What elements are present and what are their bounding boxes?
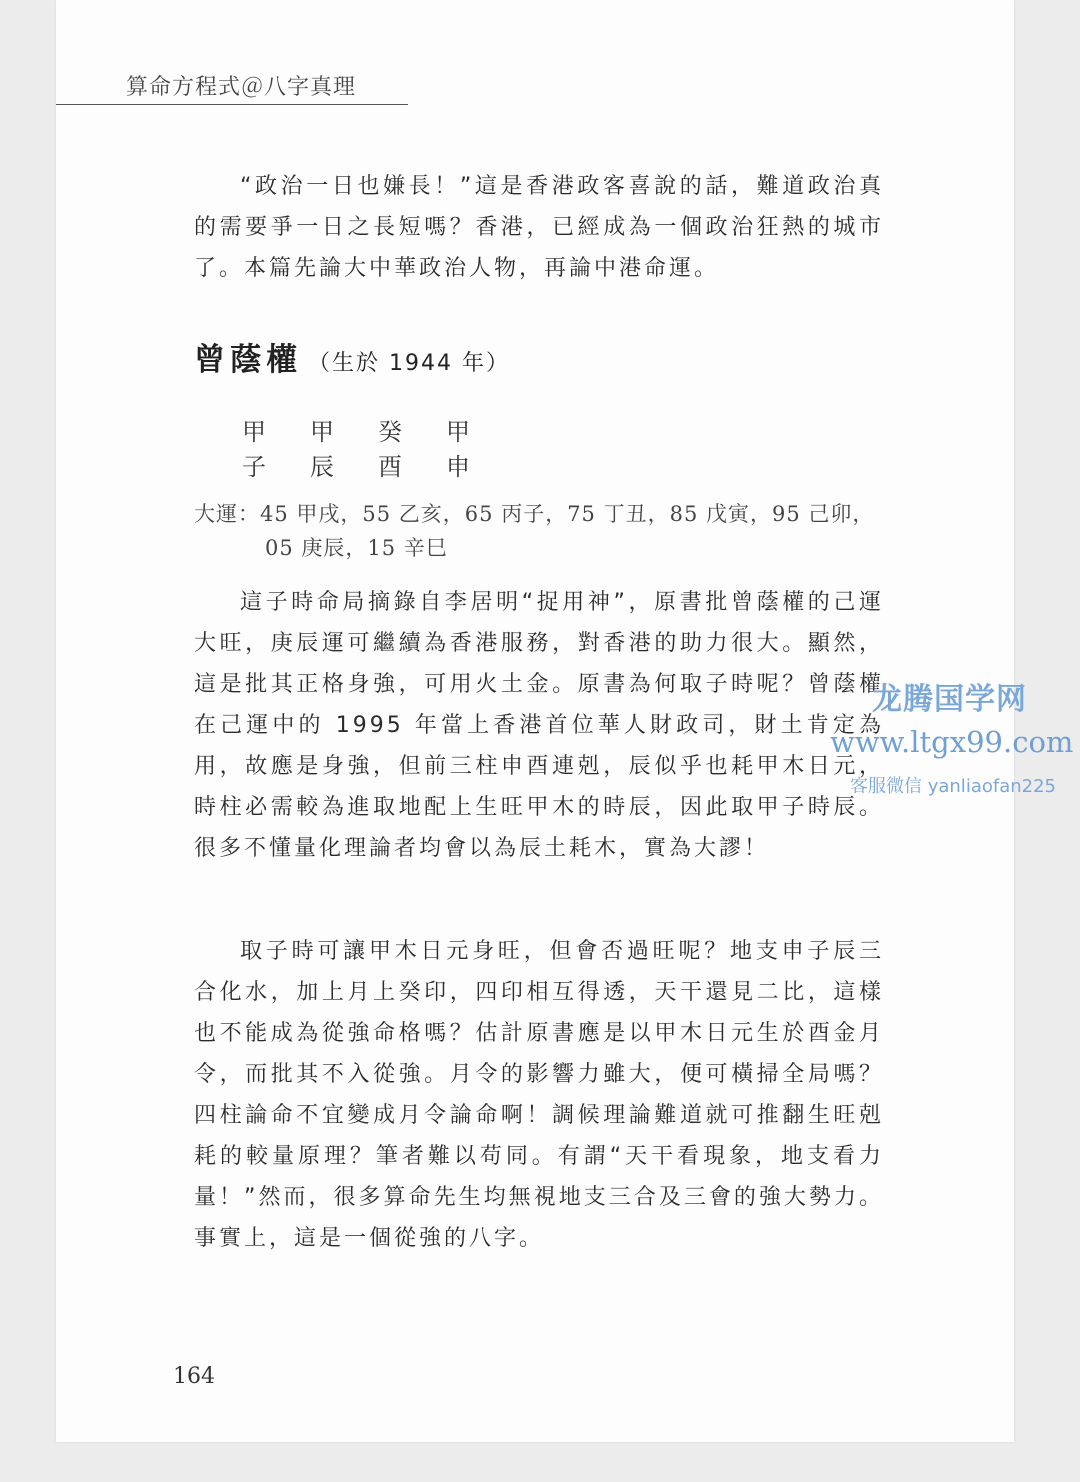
book-page [56, 0, 1014, 1442]
running-header [56, 66, 408, 105]
four-pillars [242, 412, 514, 482]
watermark-name: 龙腾国学网 [872, 682, 1027, 717]
body-paragraph-2: 取子時可讓甲木日元身旺，但會否過旺呢？地支申子辰三合化水，加上月上癸印，四印相互得透，天干還見二比，這樣也不能成為從強命格嗎？估計原書應是以甲木日元生於酉金月令，而批其不入從強。月令的影響力雖大，便可橫掃全局嗎？四柱論命不宜變成月令論命啊！調候理論難道就可推翻生旺剋耗的較量原理？筆者難以苟同。有謂“天干看現象，地支看力量！”然而，很多算命先生均無視地支三合及三會的強大勢力。事實上，這是一個從強的八字。 [194, 939, 884, 1251]
section-heading [194, 334, 510, 379]
stem-day: 癸 [378, 418, 402, 446]
branch-day: 酉 [378, 453, 402, 481]
branch-year: 子 [242, 453, 266, 481]
section-subtitle: （生於 1944 年） [308, 351, 510, 376]
header-title: 算命方程式＠八字真理 [126, 75, 357, 100]
watermark-wechat: 客服微信 yanliaofan225 [850, 776, 1056, 797]
branch-month: 辰 [310, 453, 334, 481]
luck-line-1: 大運：45 甲戌，55 乙亥，65 丙子，75 丁丑，85 戊寅，95 己卯， [194, 502, 875, 526]
stem-hour: 甲 [446, 418, 470, 446]
intro-paragraph: “政治一日也嫌長！”這是香港政客喜說的話，難道政治真的需要爭一日之長短嗎？香港，已經成為一個政治狂熱的城市了。本篇先論大中華政治人物，再論中港命運。 [194, 174, 884, 281]
luck-line-2: 05 庚辰，15 辛巳 [265, 536, 448, 560]
watermark-url: www.ltgx99.com [830, 725, 1074, 759]
body-paragraph-1: 這子時命局摘錄自李居明“捉用神”，原書批曾蔭權的己運大旺，庚辰運可繼續為香港服務，對香港的助力很大。顯然，這是批其正格身強，可用火土金。原書為何取子時呢？曾蔭權在己運中的 1995 年當上香港首位華人財政司，財土肯定為用，故應是身強，但前三柱申酉連剋，辰似乎也耗甲木日元，時柱必需較為進取地配上生旺甲木的時辰，因此取甲子時辰。很多不懂量化理論者均會以為辰土耗木，實為大謬！ [194, 590, 884, 861]
stem-month: 甲 [310, 418, 334, 446]
section-name: 曾蔭權 [194, 342, 302, 378]
luck-cycles [194, 497, 894, 565]
heavenly-stems-row [242, 412, 514, 447]
stem-year: 甲 [242, 418, 266, 446]
branch-hour: 申 [446, 453, 470, 481]
page-number: 164 [173, 1364, 215, 1389]
earthly-branches-row [242, 447, 514, 482]
